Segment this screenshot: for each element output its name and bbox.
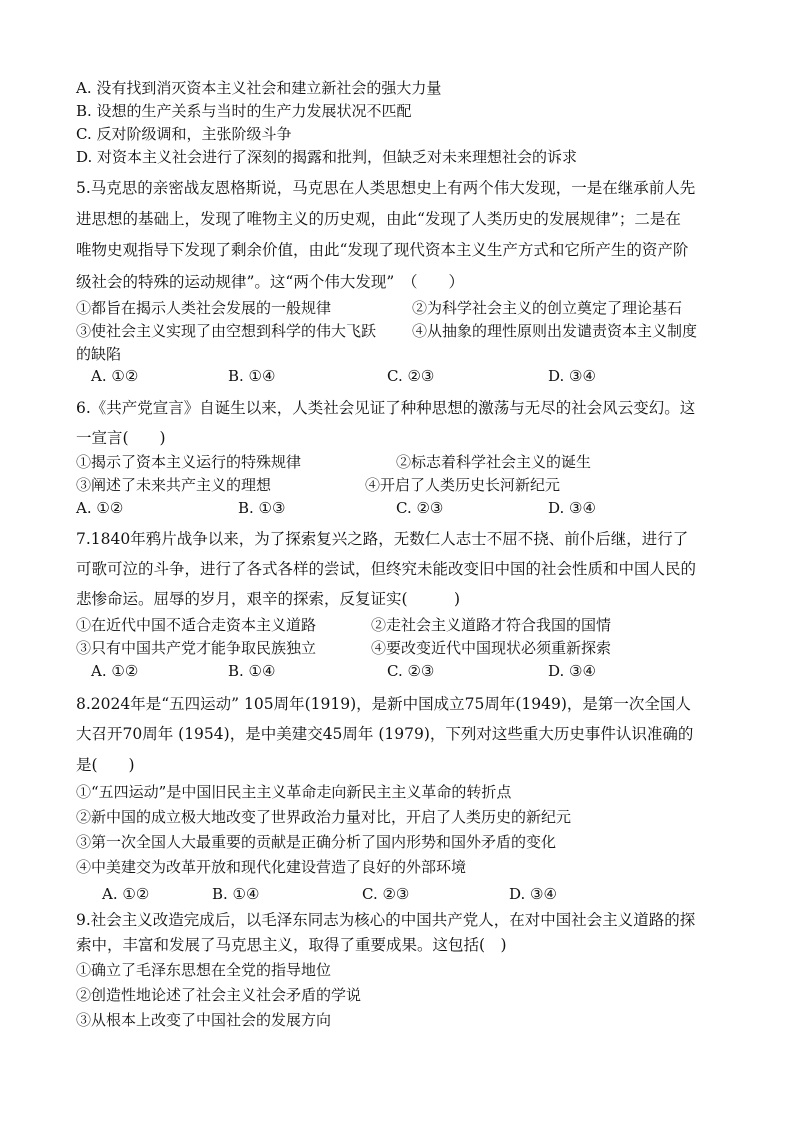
q6-stem-line: 一宣言( ) (76, 429, 166, 447)
q8-stem-line: 是( ) (76, 756, 135, 774)
q5-choice-c: C. ②③ (387, 367, 435, 385)
q6-choice-c: C. ②③ (396, 499, 444, 517)
q8-choice-a: A. ①② (102, 885, 150, 903)
q5-statement-4: ④从抽象的理性原则出发谴责资本主义制度 (412, 322, 698, 340)
q7-statement-4: ④要改变近代中国现状必须重新探索 (371, 639, 612, 657)
q7-stem-line: 悲惨命运。屈辱的岁月，艰辛的探索，反复证实( ) (76, 590, 461, 608)
q9-statement-3: ③从根本上改变了中国社会的发展方向 (76, 1011, 332, 1029)
q9-statement-1: ①确立了毛泽东思想在全党的指导地位 (76, 961, 332, 979)
q5-choice-b: B. ①④ (228, 367, 276, 385)
q6-statement-4: ④开启了人类历史长河新纪元 (365, 476, 561, 494)
q4-option-c: C. 反对阶级调和，主张阶级斗争 (76, 125, 292, 143)
q7-choice-a: A. ①② (91, 662, 139, 680)
q4-option-a: A. 没有找到消灭资本主义社会和建立新社会的强大力量 (76, 79, 442, 97)
q5-statement-1: ①都旨在揭示人类社会发展的一般规律 (76, 299, 332, 317)
q8-choice-c: C. ②③ (362, 885, 410, 903)
q7-choice-c: C. ②③ (387, 662, 435, 680)
q8-stem-line: 8.2024年是“五四运动” 105周年(1919)，是新中国成立75周年(1949)，是第一次全国人 (76, 695, 691, 713)
q8-statement-3: ③第一次全国人大最重要的贡献是正确分析了国内形势和国外矛盾的变化 (76, 833, 557, 851)
q5-stem-line: 5.马克思的亲密战友恩格斯说，马克思在人类思想史上有两个伟大发现，一是在继承前人先 (76, 179, 696, 197)
q8-choice-b: B. ①④ (212, 885, 260, 903)
q7-statement-1: ①在近代中国不适合走资本主义道路 (76, 616, 317, 634)
q5-stem-line: 唯物史观指导下发现了剩余价值，由此“发现了现代资本主义生产方式和它所产生的资产阶 (76, 241, 689, 259)
q8-statement-2: ②新中国的成立极大地改变了世界政治力量对比，开启了人类历史的新纪元 (76, 808, 572, 826)
q7-stem-line: 7.1840年鸦片战争以来，为了探索复兴之路，无数仁人志士不屈不挠、前仆后继，进行了 (76, 530, 689, 548)
q8-choice-d: D. ③④ (509, 885, 557, 903)
q4-option-d: D. 对资本主义社会进行了深刻的揭露和批判，但缺乏对未来理想社会的诉求 (76, 148, 578, 166)
q9-stem-line: 9.社会主义改造完成后，以毛泽东同志为核心的中国共产党人，在对中国社会主义道路的探 (76, 911, 696, 929)
q5-choice-a: A. ①② (91, 367, 139, 385)
q7-statement-3: ③只有中国共产党才能争取民族独立 (76, 639, 317, 657)
q6-stem-line: 6.《共产党宣言》自诞生以来，人类社会见证了种种思想的激荡与无尽的社会风云变幻。这 (76, 399, 696, 417)
q6-choice-b: B. ①③ (238, 499, 286, 517)
q6-statement-1: ①揭示了资本主义运行的特殊规律 (76, 453, 302, 471)
q8-stem-line: 大召开70周年 (1954)，是中美建交45周年 (1979)，下列对这些重大历史事件认识准确的 (76, 725, 694, 743)
q7-choice-b: B. ①④ (228, 662, 276, 680)
q5-choice-d: D. ③④ (548, 367, 596, 385)
q6-choice-d: D. ③④ (548, 499, 596, 517)
q9-stem-line: 索中，丰富和发展了马克思主义，取得了重要成果。这包括( ) (76, 936, 507, 954)
q5-stem-line: 级社会的特殊的运动规律”。这“两个伟大发现” （ ） (76, 273, 465, 291)
q7-statement-2: ②走社会主义道路才符合我国的国情 (371, 616, 612, 634)
q8-statement-1: ①“五四运动”是中国旧民主主义革命走向新民主主义革命的转折点 (76, 783, 512, 801)
q7-choice-d: D. ③④ (548, 662, 596, 680)
q6-statement-3: ③阐述了未来共产主义的理想 (76, 476, 272, 494)
q5-statement-2: ②为科学社会主义的创立奠定了理论基石 (412, 299, 683, 317)
q4-option-b: B. 设想的生产关系与当时的生产力发展状况不匹配 (76, 102, 412, 120)
q5-statement-4-cont: 的缺陷 (76, 345, 122, 363)
q6-choice-a: A. ①② (76, 499, 124, 517)
q5-statement-3: ③使社会主义实现了由空想到科学的伟大飞跃 (76, 322, 377, 340)
q6-statement-2: ②标志着科学社会主义的诞生 (396, 453, 592, 471)
q7-stem-line: 可歌可泣的斗争，进行了各式各样的尝试，但终究未能改变旧中国的社会性质和中国人民的 (76, 560, 697, 578)
q8-statement-4: ④中美建交为改革开放和现代化建设营造了良好的外部环境 (76, 858, 467, 876)
q9-statement-2: ②创造性地论述了社会主义社会矛盾的学说 (76, 986, 362, 1004)
q5-stem-line: 进思想的基础上，发现了唯物主义的历史观，由此“发现了人类历史的发展规律”；二是在 (76, 210, 681, 228)
